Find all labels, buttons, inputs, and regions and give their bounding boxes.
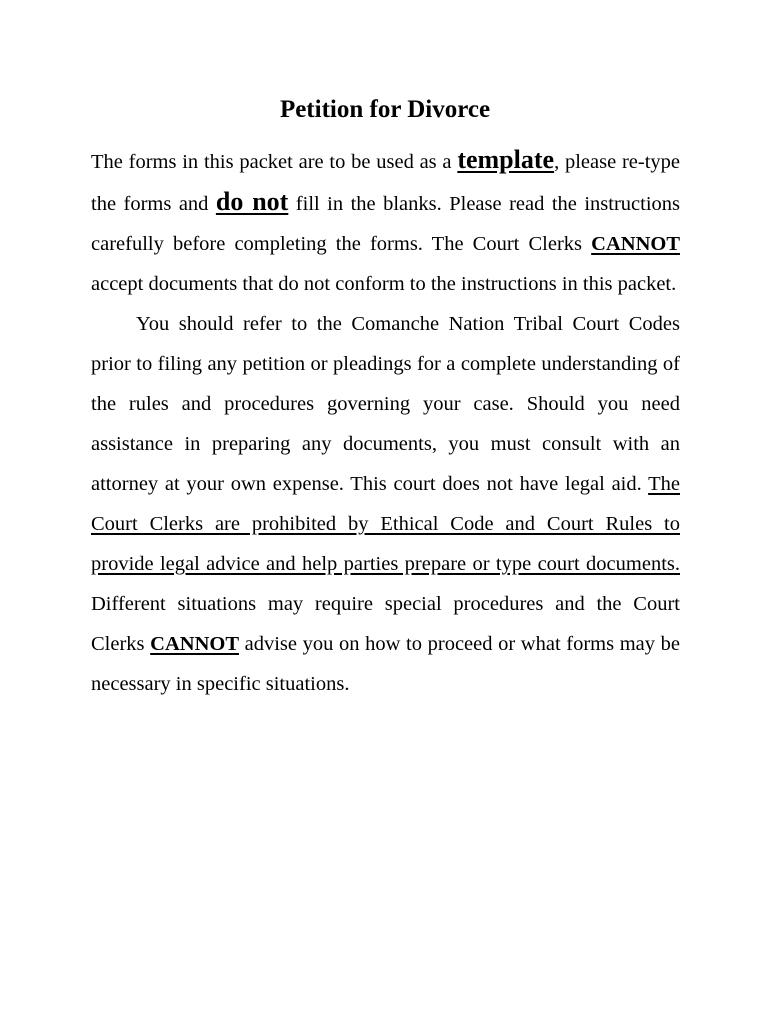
cannot-emphasis-1: CANNOT bbox=[591, 233, 680, 255]
intro-text-2: , please re-type the forms and bbox=[91, 151, 680, 215]
intro-text-3: fill in the blanks. Please read the instructions carefully before completing the forms. The Court Clerks bbox=[91, 193, 681, 255]
cannot-emphasis-2: CANNOT bbox=[150, 633, 239, 655]
intro-paragraph bbox=[91, 140, 680, 304]
guidance-text-2: Different situations may require special procedures and the Court Clerks bbox=[91, 593, 680, 655]
template-emphasis: template bbox=[457, 145, 555, 174]
intro-text-1: The forms in this packet are to be used as a bbox=[91, 151, 458, 173]
document-title: Petition for Divorce bbox=[279, 96, 491, 123]
guidance-paragraph bbox=[91, 304, 680, 704]
guidance-text-1: You should refer to the Comanche Nation Tribal Court Codes prior to filing any petition or pleadings for a complete understanding of the rules and procedures governing your case. Should you need assistance in preparing any documents, you must consult with an attorney at your own expense. This court does not have legal aid. bbox=[91, 313, 680, 495]
document-body bbox=[91, 140, 680, 704]
intro-text-4: accept documents that do not conform to the instructions in this packet. bbox=[91, 273, 677, 295]
prohibition-notice: The Court Clerks are prohibited by Ethical Code and Court Rules to provide legal advice and help parties prepare or type court documents. bbox=[91, 473, 680, 575]
do-not-emphasis: do not bbox=[215, 187, 289, 216]
guidance-text-3: advise you on how to proceed or what forms may be necessary in specific situations. bbox=[91, 633, 681, 695]
